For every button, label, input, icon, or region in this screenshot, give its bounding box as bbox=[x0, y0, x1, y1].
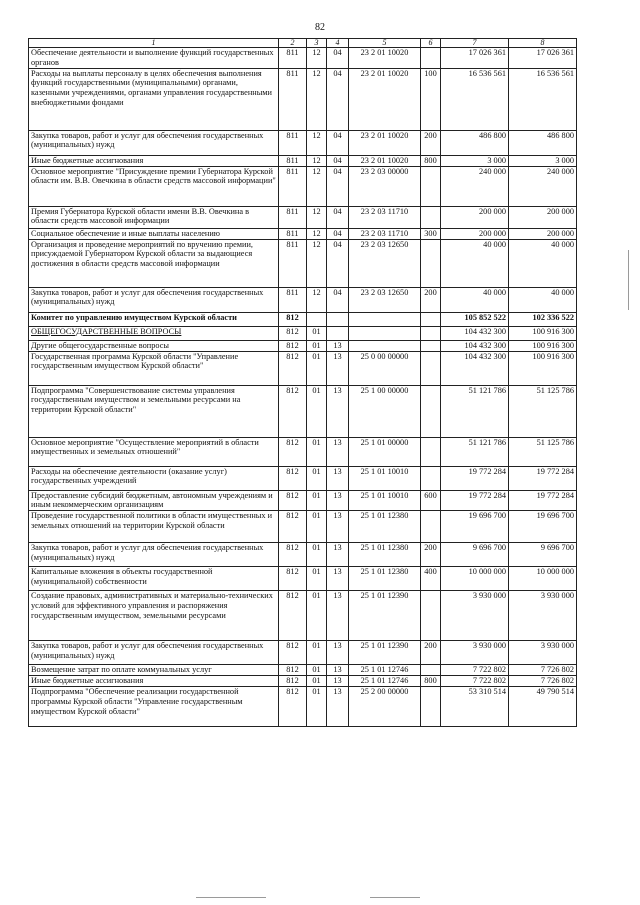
cell-c7: 40 000 bbox=[441, 239, 509, 287]
cell-c4: 13 bbox=[327, 641, 349, 665]
cell-c7: 3 000 bbox=[441, 155, 509, 166]
cell-name: Расходы на обеспечение деятельности (оказание услуг) государственных учреждений bbox=[29, 466, 279, 490]
cell-c6 bbox=[421, 326, 441, 340]
cell-c8: 240 000 bbox=[509, 166, 577, 206]
table-row bbox=[29, 155, 577, 166]
cell-c2: 811 bbox=[279, 130, 307, 155]
cell-c6 bbox=[421, 48, 441, 69]
cell-name: Основное мероприятие "Осуществление мероприятий в области имущественных и земельных отношений" bbox=[29, 437, 279, 466]
cell-c7: 486 800 bbox=[441, 130, 509, 155]
cell-c5: 23 2 03 00000 bbox=[349, 166, 421, 206]
cell-name: Обеспечение деятельности и выполнение функций государственных органов bbox=[29, 48, 279, 69]
cell-c3: 01 bbox=[307, 351, 327, 385]
cell-name: Проведение государственной политики в области имущественных и земельных отношений на территории Курской области bbox=[29, 511, 279, 543]
cell-c6: 600 bbox=[421, 490, 441, 511]
cell-c5: 23 2 03 12650 bbox=[349, 287, 421, 312]
table-row bbox=[29, 665, 577, 676]
cell-c2: 811 bbox=[279, 206, 307, 228]
cell-c3: 12 bbox=[307, 239, 327, 287]
cell-c5: 23 2 03 11710 bbox=[349, 228, 421, 239]
cell-c8: 51 125 786 bbox=[509, 385, 577, 437]
cell-c3: 01 bbox=[307, 641, 327, 665]
cell-name: Закупка товаров, работ и услуг для обеспечения государственных (муниципальных) нужд bbox=[29, 641, 279, 665]
cell-c5: 25 0 00 00000 bbox=[349, 351, 421, 385]
cell-name: Закупка товаров, работ и услуг для обеспечения государственных (муниципальных) нужд bbox=[29, 130, 279, 155]
cell-c2: 811 bbox=[279, 228, 307, 239]
cell-c4: 13 bbox=[327, 567, 349, 591]
table-body bbox=[29, 48, 577, 727]
cell-c6 bbox=[421, 591, 441, 641]
cell-c4: 13 bbox=[327, 351, 349, 385]
cell-name: ОБЩЕГОСУДАРСТВЕННЫЕ ВОПРОСЫ bbox=[29, 326, 279, 340]
cell-c5: 23 2 01 10020 bbox=[349, 68, 421, 130]
cell-c3: 01 bbox=[307, 326, 327, 340]
cell-c5: 23 2 03 12650 bbox=[349, 239, 421, 287]
column-header: 1 bbox=[29, 39, 279, 48]
cell-c4: 04 bbox=[327, 239, 349, 287]
cell-name: Предоставление субсидий бюджетным, автономным учреждениям и иным некоммерческим организациям bbox=[29, 490, 279, 511]
cell-c2: 811 bbox=[279, 68, 307, 130]
cell-c6 bbox=[421, 437, 441, 466]
cell-c5: 23 2 01 10020 bbox=[349, 155, 421, 166]
cell-c3: 01 bbox=[307, 543, 327, 567]
cell-c8: 40 000 bbox=[509, 287, 577, 312]
cell-c8: 17 026 361 bbox=[509, 48, 577, 69]
table-row bbox=[29, 591, 577, 641]
column-header-row bbox=[29, 39, 577, 48]
cell-c5 bbox=[349, 326, 421, 340]
cell-c3: 12 bbox=[307, 48, 327, 69]
cell-c5: 25 1 01 12746 bbox=[349, 676, 421, 687]
cell-name: Социальное обеспечение и иные выплаты населению bbox=[29, 228, 279, 239]
cell-c4 bbox=[327, 312, 349, 326]
cell-c7: 9 696 700 bbox=[441, 543, 509, 567]
cell-c7: 19 772 284 bbox=[441, 490, 509, 511]
cell-c8: 102 336 522 bbox=[509, 312, 577, 326]
cell-c3: 12 bbox=[307, 130, 327, 155]
cell-c3 bbox=[307, 312, 327, 326]
column-header: 2 bbox=[279, 39, 307, 48]
cell-c7: 3 930 000 bbox=[441, 591, 509, 641]
cell-c3: 01 bbox=[307, 490, 327, 511]
column-header: 4 bbox=[327, 39, 349, 48]
cell-c7: 19 696 700 bbox=[441, 511, 509, 543]
scan-mark bbox=[370, 897, 420, 898]
cell-c6: 200 bbox=[421, 543, 441, 567]
cell-name: Подпрограмма "Совершенствование системы управления государственным имуществом и земельными ресурсами на территории Курской области" bbox=[29, 385, 279, 437]
table-row bbox=[29, 287, 577, 312]
cell-c6 bbox=[421, 206, 441, 228]
table-row bbox=[29, 166, 577, 206]
cell-c3: 01 bbox=[307, 567, 327, 591]
table-row bbox=[29, 543, 577, 567]
table-row bbox=[29, 567, 577, 591]
cell-c2: 811 bbox=[279, 239, 307, 287]
cell-c6: 300 bbox=[421, 228, 441, 239]
cell-c5: 25 1 01 12380 bbox=[349, 567, 421, 591]
cell-c6: 800 bbox=[421, 155, 441, 166]
cell-c8: 100 916 300 bbox=[509, 351, 577, 385]
cell-c8: 3 930 000 bbox=[509, 641, 577, 665]
table-row bbox=[29, 312, 577, 326]
cell-c5: 25 1 01 12380 bbox=[349, 543, 421, 567]
column-header: 5 bbox=[349, 39, 421, 48]
cell-c3: 12 bbox=[307, 68, 327, 130]
cell-c3: 01 bbox=[307, 591, 327, 641]
cell-c4: 13 bbox=[327, 490, 349, 511]
cell-c6 bbox=[421, 687, 441, 727]
cell-c5: 25 1 01 12380 bbox=[349, 511, 421, 543]
cell-c3: 12 bbox=[307, 166, 327, 206]
cell-c7: 200 000 bbox=[441, 228, 509, 239]
cell-c7: 240 000 bbox=[441, 166, 509, 206]
cell-c8: 200 000 bbox=[509, 206, 577, 228]
cell-name: Комитет по управлению имуществом Курской области bbox=[29, 312, 279, 326]
cell-c8: 40 000 bbox=[509, 239, 577, 287]
table-row bbox=[29, 351, 577, 385]
table-row bbox=[29, 511, 577, 543]
cell-c4 bbox=[327, 326, 349, 340]
cell-c3: 01 bbox=[307, 511, 327, 543]
cell-c6 bbox=[421, 340, 441, 351]
table-row bbox=[29, 340, 577, 351]
cell-c8: 7 726 802 bbox=[509, 676, 577, 687]
cell-name: Подпрограмма "Обеспечение реализации государственной программы Курской области "Управление государственным имуществом Курской области" bbox=[29, 687, 279, 727]
cell-c4: 04 bbox=[327, 166, 349, 206]
cell-c8: 3 930 000 bbox=[509, 591, 577, 641]
cell-c2: 811 bbox=[279, 287, 307, 312]
cell-c4: 13 bbox=[327, 437, 349, 466]
cell-c8: 486 800 bbox=[509, 130, 577, 155]
cell-name: Другие общегосударственные вопросы bbox=[29, 340, 279, 351]
cell-name: Расходы на выплаты персоналу в целях обеспечения выполнения функций государственными (муниципальными) органами, казенными учреждениями, органами управления государственными внебюджетными фондами bbox=[29, 68, 279, 130]
cell-c2: 812 bbox=[279, 466, 307, 490]
cell-c7: 17 026 361 bbox=[441, 48, 509, 69]
cell-c4: 04 bbox=[327, 206, 349, 228]
table-row bbox=[29, 239, 577, 287]
cell-c3: 12 bbox=[307, 155, 327, 166]
cell-c5: 25 1 01 12390 bbox=[349, 641, 421, 665]
cell-c3: 01 bbox=[307, 340, 327, 351]
cell-c2: 812 bbox=[279, 543, 307, 567]
cell-c6 bbox=[421, 466, 441, 490]
cell-c7: 200 000 bbox=[441, 206, 509, 228]
cell-c3: 01 bbox=[307, 687, 327, 727]
cell-c7: 51 121 786 bbox=[441, 385, 509, 437]
cell-c5: 23 2 03 11710 bbox=[349, 206, 421, 228]
cell-c5 bbox=[349, 312, 421, 326]
cell-c2: 812 bbox=[279, 511, 307, 543]
page-number: 82 bbox=[315, 22, 325, 33]
column-header: 6 bbox=[421, 39, 441, 48]
cell-c2: 812 bbox=[279, 641, 307, 665]
cell-c2: 811 bbox=[279, 155, 307, 166]
cell-c3: 12 bbox=[307, 287, 327, 312]
table-row bbox=[29, 641, 577, 665]
cell-name: Закупка товаров, работ и услуг для обеспечения государственных (муниципальных) нужд bbox=[29, 543, 279, 567]
cell-c3: 01 bbox=[307, 676, 327, 687]
cell-c8: 3 000 bbox=[509, 155, 577, 166]
cell-c8: 19 772 284 bbox=[509, 466, 577, 490]
table-row bbox=[29, 48, 577, 69]
cell-c3: 01 bbox=[307, 437, 327, 466]
cell-c4: 13 bbox=[327, 511, 349, 543]
cell-name: Основное мероприятие "Присуждение премии Губернатора Курской области им. В.В. Овечкина в области средств массовой информации" bbox=[29, 166, 279, 206]
cell-c8: 19 696 700 bbox=[509, 511, 577, 543]
cell-c3: 01 bbox=[307, 385, 327, 437]
cell-c4: 04 bbox=[327, 68, 349, 130]
cell-c3: 01 bbox=[307, 665, 327, 676]
cell-c8: 100 916 300 bbox=[509, 326, 577, 340]
cell-c7: 19 772 284 bbox=[441, 466, 509, 490]
cell-c2: 812 bbox=[279, 340, 307, 351]
cell-c2: 812 bbox=[279, 676, 307, 687]
cell-c7: 53 310 514 bbox=[441, 687, 509, 727]
cell-name: Закупка товаров, работ и услуг для обеспечения государственных (муниципальных) нужд bbox=[29, 287, 279, 312]
cell-name: Иные бюджетные ассигнования bbox=[29, 676, 279, 687]
cell-c8: 10 000 000 bbox=[509, 567, 577, 591]
cell-c4: 13 bbox=[327, 543, 349, 567]
cell-c2: 812 bbox=[279, 437, 307, 466]
cell-c6: 100 bbox=[421, 68, 441, 130]
cell-c4: 13 bbox=[327, 665, 349, 676]
column-header: 3 bbox=[307, 39, 327, 48]
cell-c2: 812 bbox=[279, 665, 307, 676]
cell-c7: 40 000 bbox=[441, 287, 509, 312]
cell-c8: 19 772 284 bbox=[509, 490, 577, 511]
cell-name: Государственная программа Курской области "Управление государственным имуществом Курской области" bbox=[29, 351, 279, 385]
cell-c6 bbox=[421, 312, 441, 326]
cell-c2: 812 bbox=[279, 351, 307, 385]
cell-c7: 104 432 300 bbox=[441, 326, 509, 340]
cell-c7: 51 121 786 bbox=[441, 437, 509, 466]
cell-c2: 811 bbox=[279, 166, 307, 206]
cell-name: Организация и проведение мероприятий по вручению премии, присуждаемой Губернатором Курской области за выдающиеся достижения в области средств массовой информации bbox=[29, 239, 279, 287]
cell-c2: 812 bbox=[279, 490, 307, 511]
cell-c4: 04 bbox=[327, 155, 349, 166]
cell-c5: 25 1 00 00000 bbox=[349, 385, 421, 437]
cell-c8: 100 916 300 bbox=[509, 340, 577, 351]
cell-c5: 25 1 01 12746 bbox=[349, 665, 421, 676]
cell-c8: 51 125 786 bbox=[509, 437, 577, 466]
table-row bbox=[29, 676, 577, 687]
cell-c7: 7 722 802 bbox=[441, 676, 509, 687]
cell-name: Капитальные вложения в объекты государственной (муниципальной) собственности bbox=[29, 567, 279, 591]
cell-c7: 10 000 000 bbox=[441, 567, 509, 591]
cell-c4: 04 bbox=[327, 228, 349, 239]
cell-c4: 04 bbox=[327, 48, 349, 69]
cell-c2: 811 bbox=[279, 48, 307, 69]
cell-c6 bbox=[421, 511, 441, 543]
cell-c3: 12 bbox=[307, 228, 327, 239]
cell-c5: 23 2 01 10020 bbox=[349, 48, 421, 69]
cell-c6 bbox=[421, 351, 441, 385]
cell-c4: 13 bbox=[327, 340, 349, 351]
cell-c7: 104 432 300 bbox=[441, 340, 509, 351]
cell-c6 bbox=[421, 385, 441, 437]
cell-name: Возмещение затрат по оплате коммунальных услуг bbox=[29, 665, 279, 676]
column-header: 8 bbox=[509, 39, 577, 48]
cell-c6 bbox=[421, 239, 441, 287]
cell-c2: 812 bbox=[279, 312, 307, 326]
cell-c8: 7 726 802 bbox=[509, 665, 577, 676]
table-row bbox=[29, 466, 577, 490]
cell-name: Создание правовых, административных и материально-технических условий для эффективного управления и распоряжения государственным имуществом, земельными ресурсами bbox=[29, 591, 279, 641]
table-row bbox=[29, 206, 577, 228]
cell-c6: 200 bbox=[421, 130, 441, 155]
table-row bbox=[29, 68, 577, 130]
cell-c6 bbox=[421, 166, 441, 206]
cell-c5 bbox=[349, 340, 421, 351]
cell-c4: 13 bbox=[327, 466, 349, 490]
cell-c2: 812 bbox=[279, 385, 307, 437]
cell-c6: 800 bbox=[421, 676, 441, 687]
cell-c2: 812 bbox=[279, 326, 307, 340]
cell-c5: 25 1 01 00000 bbox=[349, 437, 421, 466]
table-row bbox=[29, 385, 577, 437]
scan-mark bbox=[628, 250, 629, 310]
cell-c7: 3 930 000 bbox=[441, 641, 509, 665]
table-row bbox=[29, 437, 577, 466]
table-row bbox=[29, 326, 577, 340]
cell-c7: 105 852 522 bbox=[441, 312, 509, 326]
cell-c8: 9 696 700 bbox=[509, 543, 577, 567]
budget-table bbox=[28, 38, 577, 727]
cell-c3: 12 bbox=[307, 206, 327, 228]
cell-c4: 13 bbox=[327, 676, 349, 687]
cell-c7: 104 432 300 bbox=[441, 351, 509, 385]
cell-c4: 13 bbox=[327, 687, 349, 727]
cell-c6: 200 bbox=[421, 641, 441, 665]
cell-c6 bbox=[421, 665, 441, 676]
column-header: 7 bbox=[441, 39, 509, 48]
cell-c4: 13 bbox=[327, 591, 349, 641]
cell-c3: 01 bbox=[307, 466, 327, 490]
cell-c4: 04 bbox=[327, 287, 349, 312]
cell-c5: 23 2 01 10020 bbox=[349, 130, 421, 155]
cell-c8: 16 536 561 bbox=[509, 68, 577, 130]
scan-mark bbox=[196, 897, 266, 898]
cell-c8: 49 790 514 bbox=[509, 687, 577, 727]
cell-c4: 04 bbox=[327, 130, 349, 155]
cell-c7: 16 536 561 bbox=[441, 68, 509, 130]
table-row bbox=[29, 130, 577, 155]
cell-c2: 812 bbox=[279, 687, 307, 727]
cell-c7: 7 722 802 bbox=[441, 665, 509, 676]
cell-c4: 13 bbox=[327, 385, 349, 437]
cell-c5: 25 2 00 00000 bbox=[349, 687, 421, 727]
cell-c5: 25 1 01 12390 bbox=[349, 591, 421, 641]
cell-c6: 400 bbox=[421, 567, 441, 591]
cell-name: Иные бюджетные ассигнования bbox=[29, 155, 279, 166]
table-row bbox=[29, 687, 577, 727]
table-row bbox=[29, 228, 577, 239]
cell-name: Премия Губернатора Курской области имени В.В. Овечкина в области средств массовой информации bbox=[29, 206, 279, 228]
cell-c5: 25 1 01 10010 bbox=[349, 490, 421, 511]
cell-c2: 812 bbox=[279, 567, 307, 591]
cell-c6: 200 bbox=[421, 287, 441, 312]
cell-c8: 200 000 bbox=[509, 228, 577, 239]
cell-c2: 812 bbox=[279, 591, 307, 641]
table-row bbox=[29, 490, 577, 511]
cell-c5: 25 1 01 10010 bbox=[349, 466, 421, 490]
